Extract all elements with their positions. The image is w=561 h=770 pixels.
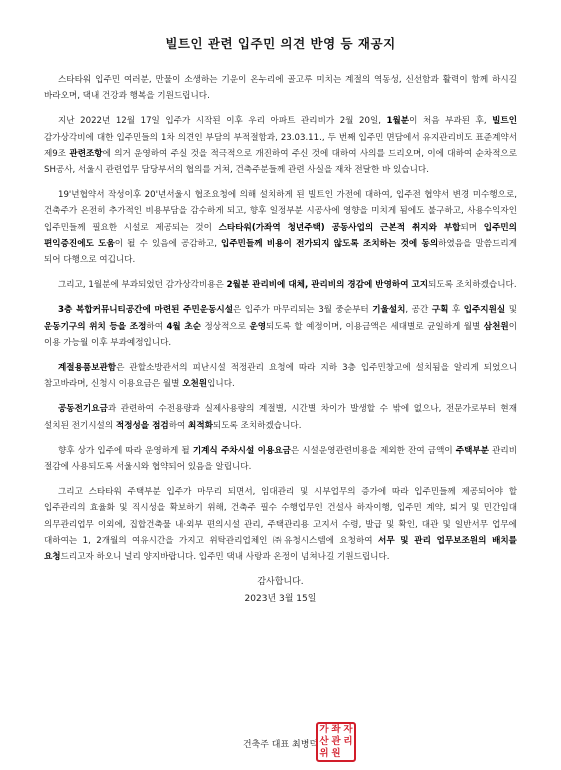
body-text: 그리고 스타타워 주택부분 입주가 마무리 되면서, 임대관리 및 시부업무의 증가에 따라 입주민들께 제공되어야 할 입주관리의 효율화 및 직시성을 확보하기 위해, 건축주 필수 수행업무인 건설사 하자이행, 입주민 계약, 퇴거 및 민간임대 의무관리업무 이외에, 집합건축물 내·외부 편의시설 관리, 주택관리용 고지서 수령, 발급 및 확인, 대관 및 일반서무 업무에 대하여는 1, 2개월의 여유시간을 가지고 위탁관리업체인 ㈜유청시스템에 요청하여	[44, 487, 517, 546]
body-text: 그리고, 1월분에 부과되었던 감가상각비용은	[58, 280, 227, 291]
emphasis-text: 1월분	[386, 116, 410, 127]
emphasis-text: 2월분 관리비에 대체, 관리비의 경감에 반영하여 고지	[226, 280, 429, 291]
body-text: 은 관할소방관서의 피난시설 적정관리 요청에 따라 지하 3층 입주민창고에 설치됨을 알리게 되었으니 참고바라며, 신청시 이용요금은 월별	[44, 363, 517, 390]
emphasis-text: 빌트인	[492, 116, 517, 127]
body-text: 하여	[168, 420, 189, 431]
body-text: 감가상각비에 대한 입주민들의 1차 의견인 부담의 부적절함과, 23.03.11., 두 번째 입주민 면담에서 유지관리비도 표준계약서 제9조	[44, 132, 517, 159]
paragraph-electricity	[44, 401, 517, 433]
emphasis-text: 주택부분	[455, 445, 489, 456]
body-text: , 공간	[405, 305, 432, 316]
emphasis-text: 공동전기요금	[58, 404, 108, 415]
emphasis-text: 구획	[431, 305, 449, 316]
emphasis-text: 기울설치	[372, 305, 406, 316]
body-text: 정상적으로	[201, 321, 250, 332]
paragraph-builtin-agreement	[44, 187, 517, 268]
emphasis-text: 입주지원실	[463, 305, 506, 316]
body-text: 에 의거 운영하여 주실 것을 적극적으로 개진하여 주신 것에 대하여 사의를 드리오며, 이에 대하여 순차적으로 SH공사, 서울시 관련업무 담당부서의 협의를 거쳐, 건축주분들께 관련 사실을 재차 전달한 바 있습니다.	[44, 148, 517, 176]
emphasis-text: 입주민의 편익증진에도 도움	[44, 222, 517, 249]
emphasis-text: 서무 및 관리 업무보조원의 배치를 요청	[44, 535, 517, 563]
signer-line	[0, 737, 561, 750]
seal-glyph: 관	[331, 736, 341, 748]
paragraph-depreciation-refund	[44, 277, 517, 293]
body-text: 은 입주가 마무리되는 3월 중순부터	[233, 305, 373, 316]
body-text: 19'년협약서 작성이후 20'년서울시 협조요청에 의해 설치하게 된 빌트인 가전에 대하여, 입주전 협약서 변경 미수행으로, 건축주가 온전히 추가적인 비용부담을 감수하게 되고, 향후 일정부분 시공사에 영향을 미치게 됨에도 불구하고, 사용수익자인 입주민들께 필요한 시설로 제공되는 것이	[44, 190, 517, 233]
body-text: 과 관련하여 수전용량과 실제사용량의 계절별, 시간별 차이가 발생할 수 밖에 없으나, 전문가로부터 현재 설치된 전기시설의	[44, 404, 517, 431]
body-text: 이 이용 가능월 이후 부과예정입니다.	[44, 321, 517, 348]
body-text: 되도록 조치하겠습니다.	[428, 280, 517, 291]
body-text: 이 처음 부과된 후,	[409, 116, 493, 127]
body-text: 향후 상가 입주에 따라 운영하게 될	[58, 445, 193, 456]
body-text: 및	[505, 305, 518, 316]
seal-glyph: 자	[343, 724, 353, 736]
emphasis-text: 입주민들께 비용이 전가되지 않도록 조치하는 것에 동의	[221, 238, 439, 249]
body-text: 은 시설운영관련비용을 제외한 잔여 금액이	[290, 445, 456, 456]
body-text: 이 될 수 있음에 공감하고,	[114, 238, 222, 249]
body-text: 후	[448, 305, 464, 316]
body-text: 드리고자 하오니 널리 양지바랍니다. 입주민 댁내 사랑과 온정이 넘쳐나길 기원드립니다.	[60, 552, 390, 563]
closing-thanks: 감사합니다.	[257, 577, 304, 588]
official-seal-stamp	[316, 722, 356, 762]
emphasis-text: 운영	[249, 321, 267, 332]
paragraph-storage	[44, 360, 517, 392]
emphasis-text: 최적화	[188, 420, 213, 431]
document-title: 빌트인 관련 입주민 의견 반영 등 재공지	[165, 36, 396, 51]
body-text: 지난 2022년 12월 17일 입주가 시작된 이후 우리 아파트 관리비가 2월 20일,	[58, 116, 387, 127]
emphasis-text: 3층 복합커뮤니티공간에 마련된 주민운동시설	[58, 305, 233, 316]
emphasis-text: 계절용품보관함	[58, 363, 117, 374]
emphasis-text: 관련조항	[69, 148, 103, 159]
body-text: 되도록 할 예정이며, 이용금액은 세대별로 균일하게 월별	[266, 321, 484, 332]
emphasis-text: 스타타워(가좌역 청년주택) 공동사업의 근본적 취지와 부합	[218, 222, 461, 233]
paragraph-background	[44, 113, 517, 178]
body-text: 하였음을 말씀드리게 되어 다행으로 여깁니다.	[44, 238, 517, 266]
body-text: 하여	[146, 321, 167, 332]
paragraph-fitness-facility	[44, 302, 517, 351]
signer-name: 건축주 대표 최병덕	[242, 740, 319, 750]
emphasis-text: 삼천원	[483, 321, 509, 332]
paragraph-greeting	[44, 72, 517, 104]
seal-glyph: 산	[319, 736, 329, 748]
seal-glyph: 위	[319, 748, 329, 760]
seal-glyph: 좌	[331, 724, 341, 736]
body-text: 관리비 절감에 사용되도록 서울시와 협약되어 있음을 알립니다.	[44, 445, 518, 473]
seal-glyph: 가	[319, 724, 329, 736]
emphasis-text: 적정성을 점검	[115, 420, 169, 431]
body-text: 입니다.	[207, 379, 235, 390]
body-text: 되도록 조치하겠습니다.	[212, 420, 302, 431]
emphasis-text: 운동기구의 위치 등을 조정	[44, 321, 147, 332]
body-text: 되며	[460, 222, 484, 233]
seal-glyph: 리	[343, 736, 353, 748]
paragraph-parking	[44, 443, 517, 475]
closing-block	[44, 574, 517, 608]
emphasis-text: 오천원	[182, 379, 208, 390]
body-text: 스타타워 입주민 여러분, 만물이 소생하는 기운이 온누리에 골고루 미치는 계절의 역동성, 신선함과 활력이 함께 하시길 바라오며, 댁내 건강과 행복을 기원드립니다.	[44, 75, 517, 102]
emphasis-text: 기계식 주차시설 이용요금	[192, 445, 291, 456]
emphasis-text: 4월 초순	[166, 321, 202, 332]
closing-date: 2023년 3월 15일	[244, 594, 317, 605]
seal-glyph: 원	[331, 748, 341, 760]
paragraph-management	[44, 484, 517, 565]
